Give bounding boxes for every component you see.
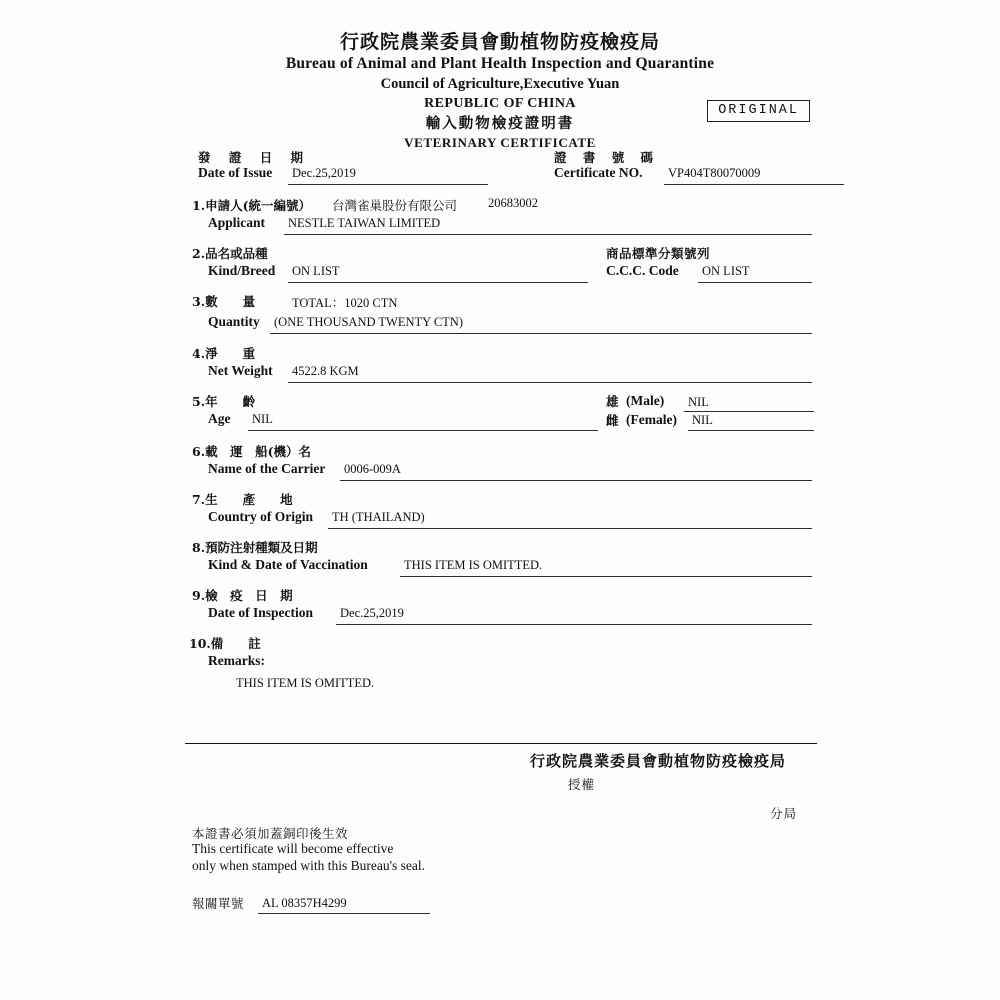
- original-stamp-box: ORIGINAL: [707, 100, 810, 122]
- item-9-label-en: Date of Inspection: [208, 605, 313, 620]
- item-10-label-en: Remarks:: [208, 653, 265, 668]
- item-1-number: 1.: [192, 198, 206, 213]
- certificate-no-underline: [664, 184, 844, 185]
- female-value: NIL: [692, 413, 713, 427]
- item-remarks: [189, 634, 812, 694]
- date-of-issue-label-cn: 發 證 日 期: [198, 150, 311, 165]
- item-8-label-cn: [192, 538, 318, 556]
- item-5-cn-text: 年 齡: [205, 394, 256, 409]
- item-2-number: 2.: [192, 246, 206, 261]
- seal-note-en-line1: This certificate will become effective: [192, 841, 394, 856]
- ccc-code-label-en: C.C.C. Code: [606, 263, 679, 278]
- certificate-body: [189, 148, 812, 694]
- item-4-label-cn: [192, 344, 255, 362]
- seal-note-cn: 本證書必須加蓋銅印後生效: [192, 826, 349, 841]
- remarks-value: THIS ITEM IS OMITTED.: [236, 676, 375, 690]
- quantity-underline: [270, 333, 812, 334]
- item-2-cn-text: 品名或品種: [205, 246, 268, 261]
- item-net-weight: [192, 344, 812, 386]
- item-10-label-cn: [189, 634, 261, 652]
- item-5-label-en: Age: [208, 411, 231, 426]
- footer-bureau-name: 行政院農業委員會動植物防疫檢疫局: [530, 752, 787, 770]
- item-6-number: 6.: [192, 444, 206, 459]
- item-7-number: 7.: [192, 492, 206, 507]
- footer-authorization: 授權: [568, 777, 596, 792]
- item-5-number: 5.: [192, 394, 206, 409]
- kind-breed-underline: [288, 282, 588, 283]
- date-of-inspection-underline: [336, 624, 812, 625]
- applicant-value-cn: 台灣雀巢股份有限公司: [332, 199, 458, 213]
- seal-note-en-line2: only when stamped with this Bureau's seal.: [192, 858, 426, 873]
- item-3-label-en: Quantity: [208, 314, 260, 329]
- ccc-code-label-cn: 商品標準分類號列: [606, 246, 711, 261]
- item-6-label-cn: [192, 442, 311, 460]
- female-underline: [688, 430, 814, 431]
- item-10-number: 10.: [189, 636, 211, 651]
- carrier-value: 0006-009A: [344, 462, 401, 476]
- document-header: [0, 0, 1000, 152]
- female-label-en: (Female): [626, 412, 677, 427]
- item-2-label-cn: [192, 244, 268, 262]
- item-4-label-en: Net Weight: [208, 363, 273, 378]
- item-7-label-cn: [192, 490, 293, 508]
- declaration-number-underline: [258, 913, 430, 914]
- item-9-label-cn: [192, 586, 293, 604]
- item-quantity: [192, 292, 812, 338]
- certificate-no-value: VP404T80070009: [668, 166, 761, 180]
- certificate-subtitle-english: VETERINARY CERTIFICATE: [404, 135, 596, 151]
- male-label-en: (Male): [626, 393, 665, 408]
- male-underline: [684, 411, 814, 412]
- item-4-number: 4.: [192, 346, 206, 361]
- applicant-underline: [284, 234, 812, 235]
- item-8-cn-text: 預防注射種類及日期: [205, 540, 318, 555]
- item-1-cn-text: 申請人(統一編號）: [205, 198, 311, 213]
- date-of-issue-value: Dec.25,2019: [292, 166, 356, 180]
- item-4-cn-text: 淨 重: [205, 346, 256, 361]
- council-line: Council of Agriculture,Executive Yuan: [380, 75, 620, 92]
- age-underline: [248, 430, 598, 431]
- country-of-origin-underline: [328, 528, 812, 529]
- item-kind-breed: [192, 244, 812, 286]
- item-applicant: [192, 196, 812, 238]
- bureau-title-english: Bureau of Animal and Plant Health Inspection and Quarantine: [285, 54, 715, 72]
- male-value: NIL: [688, 395, 709, 409]
- quantity-total-value: TOTAL：1020 CTN: [292, 296, 398, 310]
- quantity-words-value: (ONE THOUSAND TWENTY CTN): [274, 315, 463, 329]
- date-of-issue-underline: [288, 184, 488, 185]
- item-7-cn-text: 生 產 地: [205, 492, 293, 507]
- item-country-of-origin: [192, 490, 812, 532]
- carrier-underline: [340, 480, 812, 481]
- footer-divider: [185, 743, 817, 744]
- item-3-label-cn: [192, 292, 255, 310]
- date-of-issue-label-en: Date of Issue: [198, 165, 273, 180]
- net-weight-value: 4522.8 KGM: [292, 364, 359, 378]
- declaration-number-label: 報關單號: [192, 896, 245, 911]
- applicant-value-en: NESTLE TAIWAN LIMITED: [288, 216, 441, 230]
- vaccination-value: THIS ITEM IS OMITTED.: [404, 558, 543, 572]
- item-date-of-inspection: [192, 586, 812, 628]
- item-8-number: 8.: [192, 540, 206, 555]
- item-6-cn-text: 載 運 船(機）名: [205, 444, 311, 459]
- age-value: NIL: [252, 412, 273, 426]
- item-age: [192, 392, 812, 436]
- male-label-cn: 雄: [606, 394, 620, 409]
- vaccination-underline: [400, 576, 812, 577]
- certificate-subtitle-chinese: 輸入動物檢疫證明書: [425, 114, 575, 132]
- item-3-cn-text: 數 量: [205, 294, 256, 309]
- bureau-title-chinese: 行政院農業委員會動植物防疫檢疫局: [339, 31, 660, 53]
- footer-branch-label: 分局: [770, 806, 798, 821]
- item-9-number: 9.: [192, 588, 206, 603]
- item-8-label-en: Kind & Date of Vaccination: [208, 557, 368, 572]
- item-1-label-cn: [192, 196, 311, 214]
- item-3-number: 3.: [192, 294, 206, 309]
- date-of-inspection-value: Dec.25,2019: [340, 606, 404, 620]
- country-line: REPUBLIC OF CHINA: [424, 96, 576, 112]
- item-2-label-en: Kind/Breed: [208, 263, 276, 278]
- item-7-label-en: Country of Origin: [208, 509, 314, 524]
- ccc-code-value: ON LIST: [702, 264, 750, 278]
- ccc-code-underline: [698, 282, 812, 283]
- certificate-no-label-cn: 證 書 號 碼: [554, 150, 660, 165]
- item-9-cn-text: 檢 疫 日 期: [205, 588, 293, 603]
- female-label-cn: 雌: [606, 413, 620, 428]
- item-carrier: [192, 442, 812, 484]
- item-10-cn-text: 備 註: [210, 636, 261, 651]
- item-5-label-cn: [192, 392, 255, 410]
- net-weight-underline: [288, 382, 812, 383]
- item-1-label-en: Applicant: [208, 215, 266, 230]
- certificate-no-label-en: Certificate NO.: [554, 165, 643, 180]
- applicant-id-number: 20683002: [488, 196, 538, 210]
- kind-breed-value: ON LIST: [292, 264, 340, 278]
- issue-row: [192, 148, 812, 190]
- declaration-number-value: AL 08357H4299: [262, 896, 347, 910]
- item-vaccination: [192, 538, 812, 580]
- country-of-origin-value: TH (THAILAND): [332, 510, 425, 524]
- item-6-label-en: Name of the Carrier: [208, 461, 326, 476]
